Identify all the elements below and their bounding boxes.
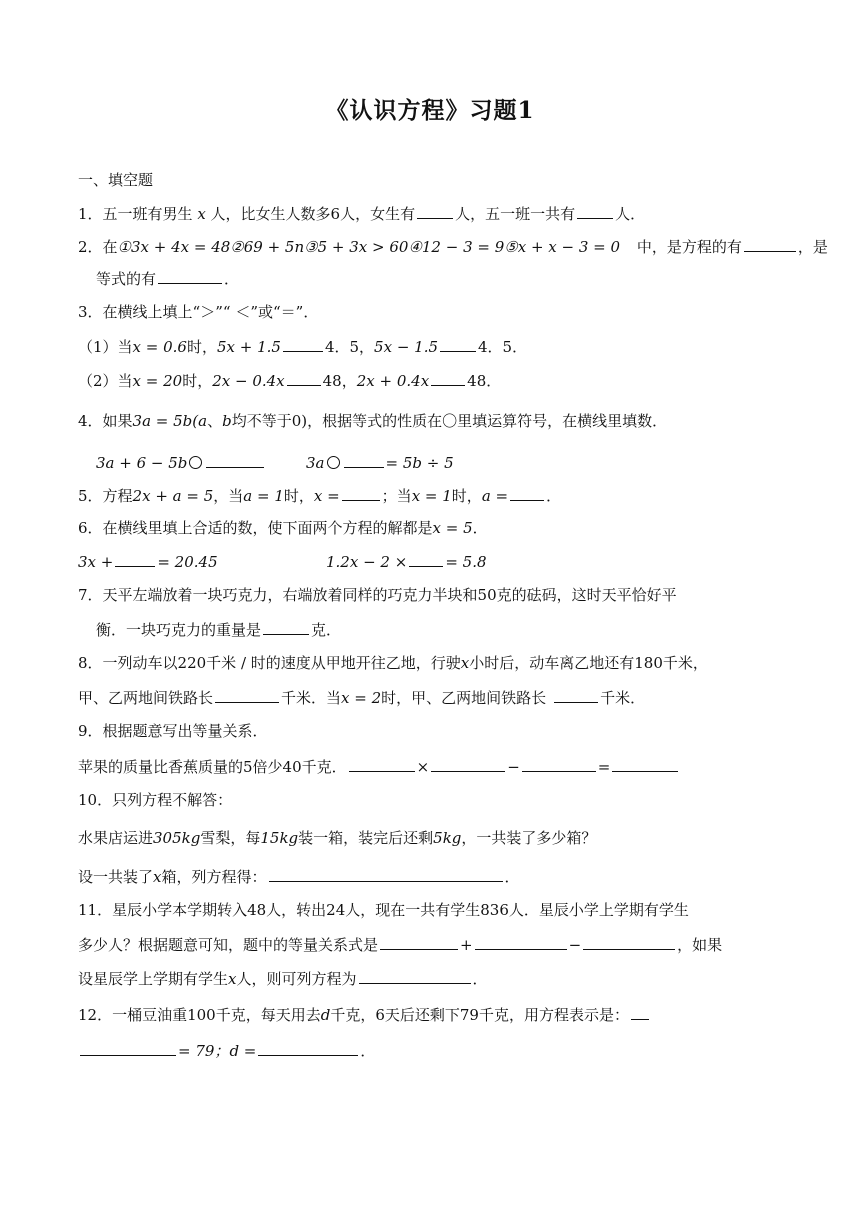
answer-blank[interactable]: [522, 756, 596, 772]
answer-blank[interactable]: [380, 934, 458, 950]
answer-blank[interactable]: [342, 485, 380, 501]
answer-blank[interactable]: [583, 934, 675, 950]
question-8-cont: 甲、乙两地间铁路长 千米．当x = 2时，甲、乙两地间铁路长 千米．: [78, 689, 646, 707]
question-10: 10．只列方程不解答：: [78, 791, 233, 809]
question-12-cont: = 79；d = ．: [78, 1040, 375, 1061]
question-7: 7．天平左端放着一块巧克力，右端放着同样的巧克力半块和50克的砝码，这时天平恰好平: [78, 586, 677, 604]
section-heading: 一、填空题: [78, 171, 154, 189]
answer-blank[interactable]: [409, 551, 443, 567]
answer-blank[interactable]: [359, 968, 471, 984]
answer-blank[interactable]: [554, 687, 598, 703]
question-6: 6．在横线里填上合适的数，使下面两个方程的解都是x = 5．: [78, 519, 488, 537]
question-3-part-2: （2）当x = 20时，2x − 0.4x 48，2x + 0.4x 48．: [78, 372, 502, 390]
question-9-cont: 苹果的质量比香蕉质量的5倍少40千克． × − =: [78, 756, 680, 777]
answer-blank[interactable]: [577, 203, 613, 219]
answer-blank[interactable]: [206, 452, 264, 468]
question-8: 8．一列动车以220千米 / 时的速度从甲地开往乙地，行驶x小时后，动车离乙地还有180千米，: [78, 654, 708, 672]
answer-blank[interactable]: [349, 756, 415, 772]
answer-blank[interactable]: [431, 370, 465, 386]
answer-blank[interactable]: [440, 336, 476, 352]
question-1: 1．五一班有男生 x 人，比女生人数多6人，女生有 人，五一班一共有 人．: [78, 205, 646, 223]
answer-blank[interactable]: [215, 687, 279, 703]
operator-circle[interactable]: [327, 456, 340, 469]
question-2: 2．在①3x + 4x = 48②69 + 5n③5 + 3x > 60④12 − 3 = 9⑤x + x − 3 = 0 中，是方程的有 ，是: [78, 238, 828, 256]
question-10-answer: 设一共装了x箱，列方程得： ．: [78, 868, 520, 886]
answer-blank[interactable]: [631, 1004, 649, 1020]
question-4-expr-2: 3a = 5b ÷ 5: [306, 454, 454, 472]
answer-blank[interactable]: [115, 551, 155, 567]
answer-blank[interactable]: [258, 1040, 358, 1056]
answer-blank[interactable]: [344, 452, 384, 468]
question-3-part-1: （1）当x = 0.6时，5x + 1.5 4．5，5x − 1.5 4．5．: [78, 338, 528, 356]
question-7-cont: 衡．一块巧克力的重量是 克．: [96, 621, 342, 639]
question-4-expr-1: 3a + 6 − 5b: [96, 452, 266, 473]
question-6-eq-2: 1.2x − 2 × = 5.8: [326, 553, 487, 571]
question-9: 9．根据题意写出等量关系．: [78, 722, 268, 740]
question-2-cont: 等式的有 ．: [96, 270, 240, 288]
answer-blank[interactable]: [475, 934, 567, 950]
answer-blank[interactable]: [269, 866, 503, 882]
answer-blank[interactable]: [417, 203, 453, 219]
question-11-cont: 多少人？根据题意可知，题中的等量关系式是 + − ，如果: [78, 936, 723, 954]
answer-blank[interactable]: [612, 756, 678, 772]
answer-blank[interactable]: [287, 370, 321, 386]
question-10-problem: 水果店运进305kg雪梨，每15kg装一箱，装完后还剩5kg，一共装了多少箱？: [78, 829, 597, 847]
operator-circle[interactable]: [189, 456, 202, 469]
question-6-eq-1: 3x + = 20.45: [78, 553, 218, 571]
question-4: 4．如果3a = 5b(a、b均不等于0)，根据等式的性质在〇里填运算符号，在横线里填数．: [78, 412, 668, 430]
answer-blank[interactable]: [80, 1040, 176, 1056]
question-5: 5．方程2x + a = 5，当a = 1时，x = ；当x = 1时，a = ．: [78, 487, 562, 505]
page-title: 《认识方程》习题1: [325, 97, 535, 124]
answer-blank[interactable]: [158, 268, 222, 284]
answer-blank[interactable]: [283, 336, 323, 352]
question-3: 3．在横线上填上“＞”“ ＜”或“＝”．: [78, 303, 319, 321]
answer-blank[interactable]: [744, 236, 796, 252]
answer-blank[interactable]: [263, 619, 309, 635]
answer-blank[interactable]: [431, 756, 505, 772]
question-11: 11．星辰小学本学期转入48人，转出24人，现在一共有学生836人．星辰小学上学期有学生: [78, 901, 689, 919]
question-11-cont-2: 设星辰学上学期有学生x人，则可列方程为 ．: [78, 970, 488, 988]
answer-blank[interactable]: [510, 485, 544, 501]
question-12: 12．一桶豆油重100千克，每天用去d千克，6天后还剩下79千克，用方程表示是：: [78, 1004, 651, 1025]
